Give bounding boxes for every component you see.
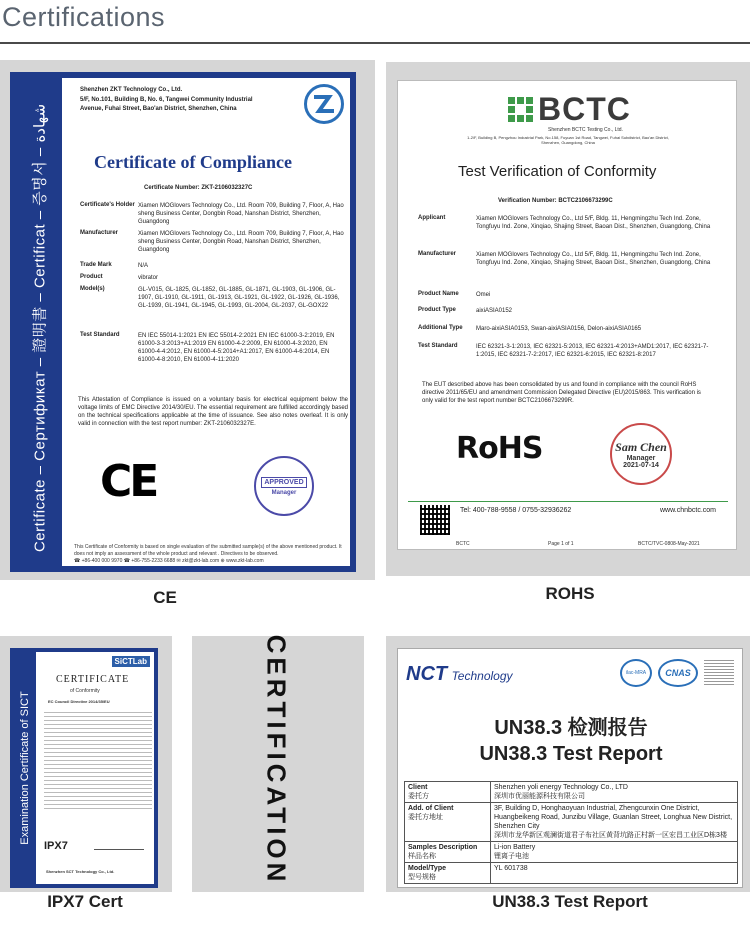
row-label: Model/Type <box>408 865 446 872</box>
ce-caption: CE <box>153 588 177 607</box>
ce-trademark-value: N/A <box>138 263 149 269</box>
rohs-statement: The EUT described above has been consolidated by us and found in compliance with the council RoHS directive 2011/65/EU and amendment Commission Delegated Directive (EU)2015/863. This verification is only valid for the test report number BCTC2106673299R. <box>422 382 701 404</box>
nct-info-table <box>404 781 738 884</box>
ipx7-caption: IPX7 Cert <box>47 892 123 911</box>
ipx7-signature-icon <box>94 836 144 850</box>
ce-models-value: GL-V015, GL-1825, GL-1852, GL-1885, GL-1871, GL-1903, GL-1906, GL-1907, GL-1910, GL-1911, GL-1913, GL-1921, GL-1922, GL-1926, GL-1936, GL-1939, GL-1941, GL-1945, GL-1993, GL-2004, GL-2037, GL-GOX22 <box>138 287 340 309</box>
nct-brand: NCT <box>406 663 448 685</box>
rohs-footer-right: BCTC/TVC-0808-May-2021 <box>638 541 700 547</box>
row-value-cn: 锂离子电池 <box>494 853 529 860</box>
table-row <box>405 842 738 863</box>
ce-standard-label: Test Standard <box>80 332 120 338</box>
rohs-tel: Tel: 400-788-9558 / 0755-32936262 <box>460 507 572 514</box>
nct-caption: UN38.3 Test Report <box>492 892 648 911</box>
row-label: Add. of Client <box>408 805 454 812</box>
approved-stamp-icon <box>254 456 314 516</box>
ce-footer-note: This Certificate of Conformity is based on single evaluation of the submitted sample(s) of the above mentioned product. It does not imply an assessment of the whole product and relevant . Directives to be observed. <box>74 544 342 557</box>
ce-product-value: vibrator <box>138 275 159 281</box>
rohs-footer-left: BCTC <box>456 541 470 547</box>
bctc-logo-icon <box>508 97 533 122</box>
bctc-brand-addr: 1-2/F, Building B, Pengzhou Industrial Park, No.158, Fuyuan 1st Road, Tangwei, Fuhai Subdistrict, Bao'an District, Shenzhen, Guangdong, China <box>467 135 669 145</box>
table-value-cell <box>491 842 738 863</box>
nct-logo <box>406 663 513 686</box>
ce-certificate[interactable] <box>10 72 356 572</box>
ce-side-text: Certificate – Сертификат – 證明書 – Certificat – 증명서 – شهادة <box>31 103 49 553</box>
row-value: Li-ion Battery <box>494 844 536 851</box>
table-row <box>405 803 738 842</box>
zkt-logo-icon <box>304 84 344 124</box>
table-value-cell <box>491 803 738 842</box>
rohs-additional-label: Additional Type <box>418 325 463 331</box>
ipx7-sub: of Conformity <box>70 688 100 694</box>
nct-title-cn: UN38.3 检测报告 <box>494 717 648 739</box>
rohs-footer-mid: Page 1 of 1 <box>548 541 574 547</box>
ce-heading: Certificate of Compliance <box>94 152 292 172</box>
rohs-standard-value: IEC 62321-3-1:2013, IEC 62321-5:2013, IEC 62321-4:2013+AMD1:2017, IEC 62321-7-1:2015, IEC 62321-7-2:2017, IEC 62321-6:2015, IEC 62321-8:2017 <box>476 344 709 358</box>
table-label-cell <box>405 803 491 842</box>
rohs-product-type-value: aixiASIA0152 <box>476 308 513 314</box>
ce-issuer-addr1: 5/F, No.101, Building B, No. 6, Tangwei Community Industrial <box>80 97 253 103</box>
table-value-cell <box>491 863 738 884</box>
rohs-manufacturer-label: Manufacturer <box>418 251 457 257</box>
rohs-product-name-label: Product Name <box>418 291 459 297</box>
rohs-additional-value: Maro-aixiASIA0153, Swan-aixiASIA0156, Delon-aixiASIA0165 <box>476 326 642 332</box>
rohs-manufacturer-value: Xiamen MOGlovers Technology Co., Ltd 5/F, Bldg. 11, Hengmingzhu Tech Ind. Zone, Tongfuyu Ind. Zone, Xinqiao, Shajing Street, Baoan Dist., Shenzhen, Guangdong, China <box>476 252 711 266</box>
rohs-applicant-value: Xiamen MOGlovers Technology Co., Ltd 5/F, Bldg. 11, Hengmingzhu Tech Ind. Zone, Tongfuyu Ind. Zone, Xinqiao, Shajing Street, Baoan Dist., Shenzhen, Guangdong, China <box>476 216 711 230</box>
stamp-sub: Manager <box>271 489 297 496</box>
rohs-product-type-label: Product Type <box>418 307 456 313</box>
nct-title-en: UN38.3 Test Report <box>479 743 663 765</box>
cnas-badge-text: CNAS <box>665 668 691 678</box>
row-value: 3F, Building D, Honghaoyuan Industrial, Zhengcunxin One District, Huangbeikeng Road, Junzibu Village, Guanlan Street, Longhua New District, Shenzhen City <box>494 805 733 830</box>
ce-models-label: Model(s) <box>80 286 105 292</box>
row-label: Client <box>408 784 428 791</box>
ipx7-body-lines <box>44 712 152 812</box>
table-label-cell <box>405 863 491 884</box>
ce-attestation: This Attestation of Compliance is issued on a voluntary basis for electrical equipment below the voltage limits of EMC Directive 2014/30/EU. The essential requirement are fulfilled accordingly based on the technical specifications applicable at the time of issuance. See also notes overleaf. It is only valid in connection with the test report number: ZKT-2106032327E. <box>78 397 348 427</box>
ce-trademark-label: Trade Mark <box>80 262 112 268</box>
ce-holder-label: Certificate's Holder <box>80 202 135 208</box>
rohs-heading: Test Verification of Conformity <box>458 163 657 180</box>
rohs-mark-icon: RoHS <box>456 431 543 466</box>
row-value: YL 601738 <box>494 865 528 872</box>
rohs-signature: Sam Chen <box>615 439 667 454</box>
rohs-certificate[interactable] <box>397 80 737 550</box>
sictlab-logo: SiCTLab <box>112 656 150 667</box>
rohs-manager-label: Manager <box>626 454 656 462</box>
ce-standard-value: EN IEC 55014-1:2021 EN IEC 55014-2:2021 EN IEC 61000-3-2:2019, EN 61000-3-3:2013+A1:2019 EN 61000-4-2:2009, EN 61000-4-3:2020, EN 61000-4-4:2012, EN 61000-4-5:2014+A1:2017, EN 61000-4-6:2014, EN 61000-4-8:2010, EN 61000-4-11:2020 <box>138 333 335 363</box>
nct-brand-suffix: Technology <box>451 669 513 683</box>
ipx7-heading: CERTIFICATE <box>56 674 130 685</box>
ipx7-rating: IPX7 <box>44 840 68 852</box>
ce-side-banner <box>16 78 62 566</box>
ipx7-side-text: Examination Certificate of SICT <box>19 691 31 845</box>
ce-number: Certificate Number: ZKT-2106032327C <box>144 185 253 191</box>
table-label-cell <box>405 842 491 863</box>
ipx7-certificate[interactable] <box>10 648 158 888</box>
bctc-brand: BCTC <box>538 91 631 127</box>
row-value-cn: 深圳市优丽能源科技有限公司 <box>494 793 585 800</box>
cnas-badge-icon <box>658 659 698 687</box>
row-label: Samples Description <box>408 844 478 851</box>
ipx7-directive: EC Council Directive 2014/35/EU <box>48 699 110 704</box>
rohs-divider <box>408 501 728 502</box>
rohs-applicant-label: Applicant <box>418 215 446 221</box>
ilac-badge-text: ilac-MRA <box>625 670 647 676</box>
ce-holder-value: Xiamen MOGlovers Technology Co., Ltd. Room 709, Building 7, Floor, A, Hao sheng Business Center, Dongbin Road, Nanshan District, Shenzhen, Guangdong <box>138 203 344 225</box>
certification-label: CERTIFICATION <box>261 634 292 886</box>
rohs-date: 2021-07-14 <box>623 461 659 469</box>
row-value-cn: 深圳市龙华新区观澜街道君子布社区黄背坑路正村新一区宏昌工业区D栋3楼 <box>494 832 727 839</box>
bctc-stamp-icon <box>610 423 672 485</box>
rohs-web: www.chnbctc.com <box>660 507 717 514</box>
stamp-text: APPROVED <box>261 477 306 488</box>
row-value: Shenzhen yoli energy Technology Co., LTD <box>494 784 628 791</box>
ce-product-label: Product <box>80 274 103 280</box>
ce-footer-contacts: ☎ +86-400 000 9970 ☎ +86-755-2233 6688 ✉ zkt@zkt-lab.com ⊕ www.zkt-lab.com <box>74 558 264 564</box>
row-label-cn: 型号规格 <box>408 874 436 881</box>
ce-manufacturer-label: Manufacturer <box>80 230 119 236</box>
ce-mark-icon: CE <box>100 456 157 507</box>
bctc-brand-sub: Shenzhen BCTC Testing Co., Ltd. <box>548 127 623 133</box>
ipx7-side-banner <box>14 652 36 884</box>
ce-manufacturer-value: Xiamen MOGlovers Technology Co., Ltd. Room 709, Building 7, Floor, A, Hao sheng Business Center, Dongbin Road, Nanshan District, Shenzhen, Guangdong <box>138 231 344 253</box>
ce-issuer-addr2: Avenue, Fuhai Street, Bao'an District, Shenzhen, China <box>80 106 237 112</box>
ilac-badge-icon <box>620 659 652 687</box>
un383-report[interactable] <box>397 648 743 888</box>
title-divider <box>0 42 750 44</box>
rohs-standard-label: Test Standard <box>418 343 458 349</box>
rohs-caption: ROHS <box>545 584 595 603</box>
row-label-cn: 样品名称 <box>408 853 436 860</box>
ce-issuer-name: Shenzhen ZKT Technology Co., Ltd. <box>80 87 183 93</box>
page-title: Certifications <box>2 2 166 32</box>
testing-badge-icon <box>704 659 734 687</box>
table-label-cell <box>405 782 491 803</box>
table-row <box>405 782 738 803</box>
row-label-cn: 委托方 <box>408 793 429 800</box>
rohs-number: Verification Number: BCTC2106673299C <box>498 198 613 204</box>
ipx7-issuer: Shenzhen SCT Technology Co., Ltd. <box>46 869 115 874</box>
rohs-product-name-value: Omei <box>476 292 491 298</box>
table-row <box>405 863 738 884</box>
row-label-cn: 委托方地址 <box>408 814 443 821</box>
table-value-cell <box>491 782 738 803</box>
qr-code-icon <box>420 505 450 535</box>
